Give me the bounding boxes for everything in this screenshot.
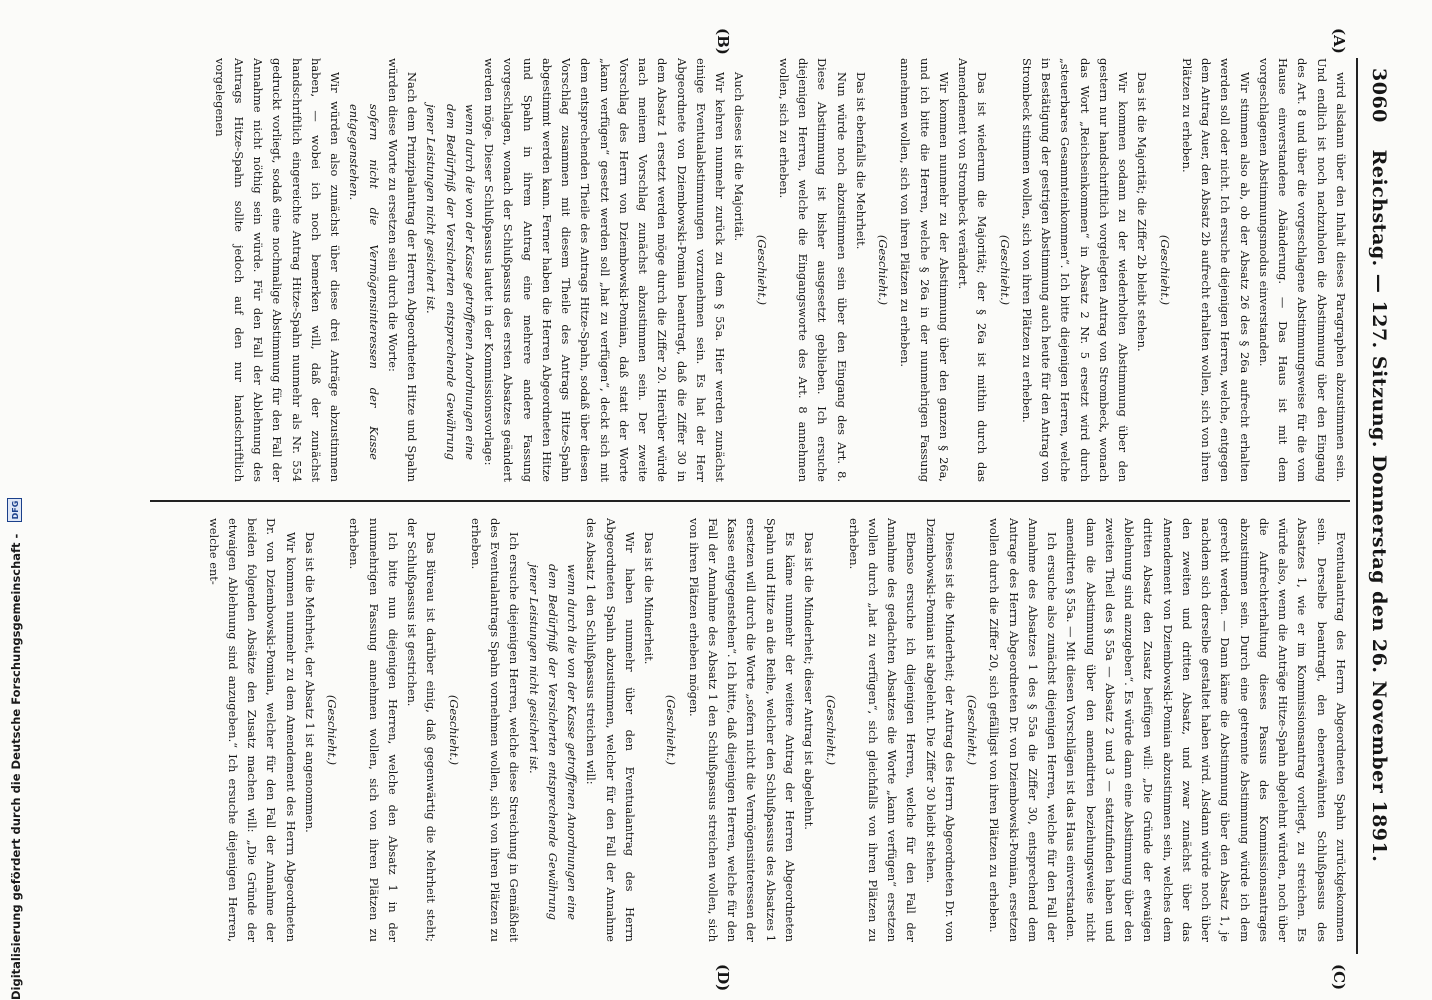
page-number: 3060	[1368, 68, 1390, 123]
quoted-passage: sofern nicht die Vermögensinteressen der Kasse entgegenstehen.	[347, 104, 381, 460]
paragraph: Wir kommen nunmehr zu dem Amendement des Herrn Abgeordneten Dr. von Dziembowski-Pomian, welcher für den Fall der Annahme der beiden folgenden Absätze den Zusatz machen will: „Die Gründe der etwaigen Ablehnung sind anzugeben.“ Ich ersuche diejenigen Herren, welche ent-	[206, 518, 298, 942]
paragraph: Das ist die Minderheit.	[642, 532, 657, 665]
dfg-logo-graphic	[8, 499, 21, 521]
header-rule	[1356, 58, 1358, 954]
stage-direction: (Geschieht.)	[876, 234, 891, 306]
running-head	[1366, 58, 1392, 954]
paragraph: Auch dieses ist die Majorität.	[732, 72, 747, 242]
paragraph: Das Büreau ist darüber einig, daß gegenwärtig die Mehrheit steht; der Schlußpassus ist gestrichen.	[405, 518, 439, 942]
paragraph: Dieses ist die Minderheit; der Antrag des Herrn Abgeordneten Dr. von Dziembowski-Pomian ist abgelehnt. Die Ziffer 30 bleibt stehen.	[923, 518, 957, 942]
stage-direction: (Geschieht.)	[1157, 234, 1172, 306]
paragraph: Das ist die Mehrheit, der Absatz 1 ist angenommen.	[303, 532, 317, 833]
left-column	[110, 58, 1350, 482]
paragraph: Das ist die Majorität; die Ziffer 2b bleibt stehen.	[1135, 72, 1150, 352]
paragraph: Wir stimmen also ab, ob der Absatz 26 des § 26a aufrecht erhalten werden soll oder nicht. Ich ersuche diejenigen Herren, welche, entgegen dem Antrag Auer, den Absatz 2b aufrecht erhalten wollen, sich von ihren Plätzen zu erheben.	[1180, 58, 1252, 482]
paragraph: Es käme nunmehr der weitere Antrag der Herren Abgeordneten Spahn und Hitze an die Reihe, welcher den Schlußpassus des Absatzes 1 ersetzen will durch die Worte „sofern nicht die Vermögensinteressen der Kasse entgegenstehen“. Ich bitte, daß diejenigen Herren, welche für den Fall der Annahme des Absatz 1 den Schlußpassus streichen wollen, sich von ihren Plätzen erheben mögen.	[686, 518, 797, 942]
paragraph: Nun würde noch abzustimmen sein über den Eingang des Art. 8. Diese Abstimmung ist bisher ausgesetzt geblieben. Ich ersuche diejenigen Herren, welche die Eingangsworte des Art. 8 annehmen wollen, sich zu erheben.	[777, 58, 849, 482]
stage-direction: (Geschieht.)	[754, 234, 769, 306]
paragraph: Ebenso ersuche ich diejenigen Herren, welche für den Fall der Annahme des gedachten Absatzes die Worte „kann verfügen“ ersetzen wollen durch „hat zu verfügen“, sich gleichfalls von ihren Plätzen zu erheben.	[846, 518, 919, 942]
right-column	[110, 518, 1350, 942]
paragraph: Das ist ebenfalls die Mehrheit.	[854, 72, 868, 250]
paragraph: Wir kommen sodann zu der wiederholten Abstimmung über den gestern nur handschriftlich vorgelegten Antrag von Strombeck, wonach das Wort „Reichseinkommen“ in Absatz 2 Nr. 5 ersetzt wird durch „steuerbares Gesammteinkommen“. Ich bitte diejenigen Herren, welche in Bestätigung der gestrigen Abstimmung auch heute für den Antrag von Strombeck stimmen wollen, sich von ihren Plätzen zu erheben.	[1020, 58, 1131, 482]
paragraph: Wir kommen nunmehr zu der Abstimmung über den ganzen § 26a, und ich bitte die Herren, welche § 26a in der nunmehrigen Fassung annehmen wollen, sich von ihren Plätzen zu erheben.	[898, 58, 951, 482]
paragraph: Ich bitte nun diejenigen Herren, welche den Absatz 1 in der nunmehrigen Fassung annehmen wollen, sich von ihren Plätzen zu erheben.	[347, 518, 400, 942]
stage-direction: (Geschieht.)	[664, 694, 679, 766]
paragraph: Wir haben nunmehr über den Eventualantrag des Herrn Abgeordneten Spahn abzustimmen, welcher für den Fall der Annahme des Absatz 1 den Schlußpassus streichen will:	[584, 518, 637, 942]
paragraph: Wir würden also zunächst über diese drei Anträge abzustimmen haben, — wobei ich noch bemerken will, daß der zunächst handschriftlich eingereichte Antrag Hitze-Spahn nunmehr als Nr. 554 gedruckt vorliegt, sodaß eine nochmalige Abstimmung für den Fall der Annahme nicht nöthig sein würde. Für den Fall der Ablehnung des Antrags Hitze-Spahn sollte jedoch auf den nur handschriftlich vorgelegenen	[212, 58, 343, 482]
margin-letter-d: (D)	[714, 964, 732, 992]
paragraph: Das ist die Minderheit; dieser Antrag ist abgelehnt.	[802, 532, 817, 830]
stage-direction: (Geschieht.)	[446, 694, 461, 766]
stage-direction: (Geschieht.)	[997, 234, 1012, 306]
paragraph: Nach dem Prinzipalantrag der Herren Abgeordneten Hitze und Spahn würden diese Worte zu ersetzen sein durch die Worte:	[386, 58, 420, 482]
dfg-logo-icon	[7, 498, 22, 522]
paragraph: Ich ersuche diejenigen Herren, welche diese Streichung in Gemäßheit des Eventualantrags Spahn vornehmen wollen, sich von ihren Plätzen zu erheben.	[469, 518, 522, 942]
paragraph: Wir kehren nunmehr zurück zu dem § 55a. Hier werden zunächst einige Eventualabstimmungen vorzunehmen sein. Es hat der Herr Abgeordnete von Dziembowski-Pomian beantragt, daß die Ziffer 30 in dem Absatz 1 ersetzt werden möge durch die Ziffer 20. Hierüber würde nach meinem Vorschlag zunächst abzustimmen sein. Der zweite Vorschlag des Herrn von Dziembowski-Pomian, daß statt der Worte „kann verfügen“ gesetzt werden soll „hat zu verfügen“, deckt sich mit dem entsprechenden Theile des Antrags Hitze-Spahn, sodaß über diesen Vorschlag zusammen mit diesem Theile des Antrags Hitze-Spahn abgestimmt werden kann. Ferner haben die Herren Abgeordneten Hitze und Spahn in ihrem Antrag eine mehrere andere Fassung vorgeschlagen, wonach der Schlußpassus des ersten Absatzes geändert werden möge. Dieser Schlußpassus lautet in der Kommissionsvorlage:	[482, 58, 728, 482]
margin-letter-a: (A)	[1330, 28, 1348, 54]
margin-letter-b: (B)	[714, 28, 732, 55]
digitization-credit	[7, 0, 23, 1000]
running-title: Reichstag. — 127. Sitzung. Donnerstag den 26. November 1891.	[1368, 149, 1390, 863]
rotated-page-content	[82, 28, 1392, 992]
quoted-passage: wenn durch die von der Kasse getroffenen Anordnungen eine dem Bedürfniß der Versicherten entsprechende Gewährung jener Leistungen nicht gesichert ist.	[424, 104, 477, 460]
stage-direction: (Geschieht.)	[965, 694, 980, 766]
quoted-passage: wenn durch die von der Kasse getroffenen Anordnungen eine dem Bedürfniß der Versicherten entsprechende Gewährung jener Leistungen nicht gesichert ist.	[526, 564, 580, 920]
paragraph: Eventualantrag des Herrn Abgeordneten Spahn zurückgekommen sein. Derselbe beantragt, den ebenerwähnten Schlußpassus des Absatzes 1, wie er im Kommissionsantrag vorliegt, zu streichen. Es würde also, wenn die Anträge Hitze-Spahn abgelehnt würden, noch über die Aufrechterhaltung dieses Passus des Kommissionsantrages abzustimmen sein. Durch eine getrennte Abstimmung würde ich dem gerecht werden. — Dann käme die Abstimmung über den Absatz 1, je nachdem sich derselbe gestaltet haben wird. Alsdann würde noch über den zweiten und dritten Absatz, und zwar zunächst über das Amendement von Dziembowski-Pomian abzustimmen sein, welches dem dritten Absatz den Zusatz beifügen will: „Die Gründe der etwaigen Ablehnung sind anzugeben“. Es würde dann eine Abstimmung über den zweiten Theil des § 55a — Absatz 2 und 3 — stattzufinden haben und dann die Abstimmung über den amendirten beziehungsweise nicht amendirten § 55a. — Mit diesen Vorschlägen ist das Haus einverstanden.	[1064, 518, 1348, 942]
dfg-logo-text: DFG	[11, 500, 20, 519]
credit-text: Digitalisierung gefördert durch die Deutsche Forschungsgemeinschaft -	[9, 533, 23, 1000]
paragraph: Ich ersuche also zunächst diejenigen Herren, welche für den Fall der Annahme des Absatzes 1 des § 55a die Ziffer 30, entsprechend dem Antrage des Herrn Abgeordneten Dr. von Dziembowski-Pomian, ersetzen wollen durch die Ziffer 20, sich gefälligst von ihren Plätzen zu erheben.	[987, 518, 1060, 942]
paragraph: Das ist wiederum die Majorität; der § 26a ist mithin durch das Amendement von Strombeck verändert.	[956, 58, 990, 482]
paragraph: wird alsdann über den Inhalt dieses Paragraphen abzustimmen sein. Und endlich ist noch nachzuholen die Abstimmung über den Eingang des Art. 8 und über die vorgeschlagene Abstimmungsweise für die vom Hause einverstandene Abänderung. — Das Haus ist mit dem vorgeschlagenen Abstimmungsmodus einverstanden.	[1257, 58, 1348, 482]
stage-direction: (Geschieht.)	[824, 694, 839, 766]
column-divider	[150, 500, 1350, 502]
stage-direction: (Geschieht.)	[325, 694, 340, 766]
margin-letter-c: (C)	[1330, 964, 1348, 991]
